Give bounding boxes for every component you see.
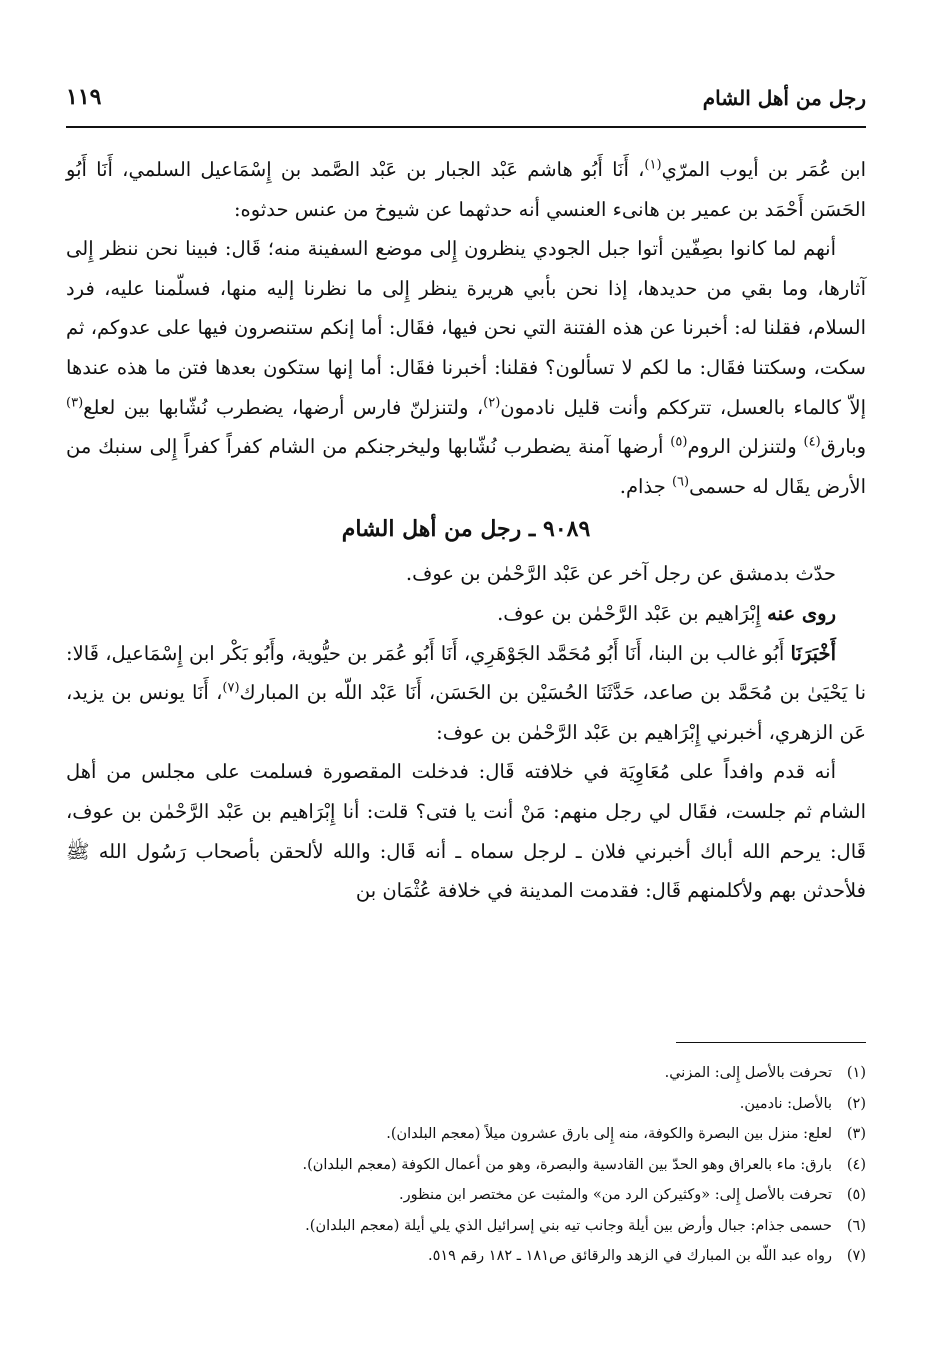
paragraph-narration: أنه قدم وافداً على مُعَاوِيَة في خلافته قَال: فدخلت المقصورة فسلمت على مجلس من أهل الشام ثم جلست، فقَال لي رجل منهم: مَنْ أنت يا فتى؟ قلت: أنا إِبْرَاهيم بن عَبْد الرَّحْمٰن بن عوف، قَال: يرحم الله أباك أخبرني فلان ـ لرجل سماه ـ أنه قَال: والله لألحقن بأصحاب رَسُول الله ﷺ فلأحدثن بهم ولأكلمنهم قَال: فقدمت المدينة في خلافة عُثْمَان بن (66, 760, 866, 903)
text-run: ولتنزلن الروم (687, 435, 804, 459)
text-run: وبارق (820, 435, 866, 459)
footnote-text: بالأصل: نادمين. (739, 1095, 832, 1112)
main-text (66, 150, 866, 911)
footnote-text: تحرفت بالأصل إِلى: المزني. (664, 1065, 832, 1081)
page-header (66, 80, 866, 124)
footnote-text: بارق: ماء بالعراق وهو الحدّ بين القادسية والبصرة، وهو من أعمال الكوفة (معجم البلدان). (302, 1156, 832, 1173)
footnote (66, 1211, 866, 1242)
footnote-number: (٥) (846, 1187, 866, 1203)
footnote-marker-5: (٥) (670, 434, 688, 450)
footnote-text: حسمى جذام: جبال وأرض بين أيلة وجانب تيه بني إسرائيل الذي يلي أيلة (معجم البلدان). (305, 1217, 832, 1234)
footnote-rule (676, 1042, 866, 1043)
lead-word: أَخْبَرَنَا (790, 641, 836, 665)
footnote-number: (٧) (846, 1248, 866, 1264)
text-run: إِبْرَاهيم بن عَبْد الرَّحْمٰن بن عوف. (497, 601, 768, 625)
footnote-number: (٤) (846, 1156, 866, 1173)
footnote-number: (١) (846, 1065, 866, 1081)
footnote-marker-7: (٧) (222, 680, 240, 696)
paragraph-narrators (66, 594, 866, 634)
running-title: رجل من أهل الشام (702, 86, 866, 110)
footnote-number: (٦) (846, 1217, 866, 1234)
text-run: أَبُو غالب بن البنا، أَنَا أَبُو مُحَمَّد الجَوْهَرِي، أَنَا أَبُو عُمَر بن حيُّوية، وأَبُو بَكْر ابن إِسْمَاعيل، قَالا: نا يَحْيَىٰ بن مُحَمَّد بن صاعد، حَدَّثَنَا الحُسَيْن بن الحَسَن، أَنَا عَبْد اللّه بن المبارك (66, 641, 866, 705)
footnote-marker-1: (١) (644, 157, 662, 173)
footnote-marker-2: (٢) (483, 395, 501, 411)
footnote (66, 1119, 866, 1150)
entry-heading: ٩٠٨٩ ـ رجل من أهل الشام (341, 516, 591, 543)
footnote-marker-6: (٦) (671, 474, 690, 490)
paragraph-isnad (66, 634, 866, 753)
text-run: ، أَنَا يونس بن يزيد، عَن الزهري، أخبرني إِبْرَاهيم بن عَبْد الرَّحْمٰن بن عوف: (66, 681, 866, 744)
footnote (66, 1241, 866, 1272)
footnotes (66, 1058, 866, 1272)
footnote-text: لعلع: منزل بين البصرة والكوفة، منه إِلى بارق عشرون ميلاً (معجم البلدان). (386, 1126, 832, 1142)
lead-word: روى عنه (767, 601, 836, 625)
text-run: ، أَنَا أَبُو هاشم عَبْد الجبار بن عَبْد الصَّمد بن إِسْمَاعيل السلمي، أَنَا أَبُو الحَسَن أَحْمَد بن عمير بن هانىء العنسي أنه حدثهما عن شيوخ من عنس حدثوه: (66, 158, 866, 221)
footnote-number: (٣) (846, 1126, 866, 1142)
footnote (66, 1058, 866, 1089)
paragraph-entry-intro: حدّث بدمشق عن رجل آخر عن عَبْد الرَّحْمٰن بن عوف. (405, 562, 836, 586)
footnote (66, 1150, 866, 1181)
paragraph-narration (66, 229, 866, 506)
text-run: جذام. (619, 474, 672, 498)
footnote-marker-4: (٤) (803, 434, 821, 450)
footnote (66, 1180, 866, 1211)
text-run: أرضها آمنة يضطرب نُشّابها وليخرجنكم من الشام كفراً كفراً إِلى سنبك من الأرض يقَال له حسمى (66, 435, 866, 498)
text-run: ابن عُمَر بن أيوب المرّي (661, 158, 867, 181)
page-number: ١١٩ (66, 84, 102, 110)
header-rule (66, 126, 866, 128)
footnote-text: رواه عبد اللّه بن المبارك في الزهد والرقائق ص١٨١ ـ ١٨٢ رقم ٥١٩. (427, 1248, 832, 1264)
footnote-number: (٢) (846, 1095, 866, 1112)
text-run: ، ولتنزلنّ فارس أرضها، يضطرب نُشّابها بين لعلع (83, 395, 484, 419)
paragraph-isnad-continuation (66, 150, 866, 229)
footnote (66, 1089, 866, 1120)
footnote-text: تحرفت بالأصل إِلى: «وكثيركن الرد من» والمثبت عن مختصر ابن منظور. (399, 1187, 832, 1203)
text-run: أنهم لما كانوا بصِفّين أتوا جبل الجودي ينظرون إِلى موضع السفينة منه؛ قَال: فبينا نحن ننظر إِلى آثارها، وما بقي من حديدها، إذا نحن بأبي هريرة ينظر إِلى ما نظرنا إليه منها، فسلّمنا عليه، فرد السلام، فقلنا له: أخبرنا عن هذه الفتنة التي نحن فيها، فقَال: أما إنكم ستنصرون فيها على عدوكم، ثم سكت، وسكتنا فقَال: ما لكم لا تسألون؟ فقلنا: أخبرنا فقَال: أما إنها ستكون بعدها فتن ما هذه عندها إلاّ كالماء بالعسل، تترككم وأنت قليل نادمون (66, 237, 866, 419)
footnote-marker-3: (٣) (66, 395, 84, 411)
